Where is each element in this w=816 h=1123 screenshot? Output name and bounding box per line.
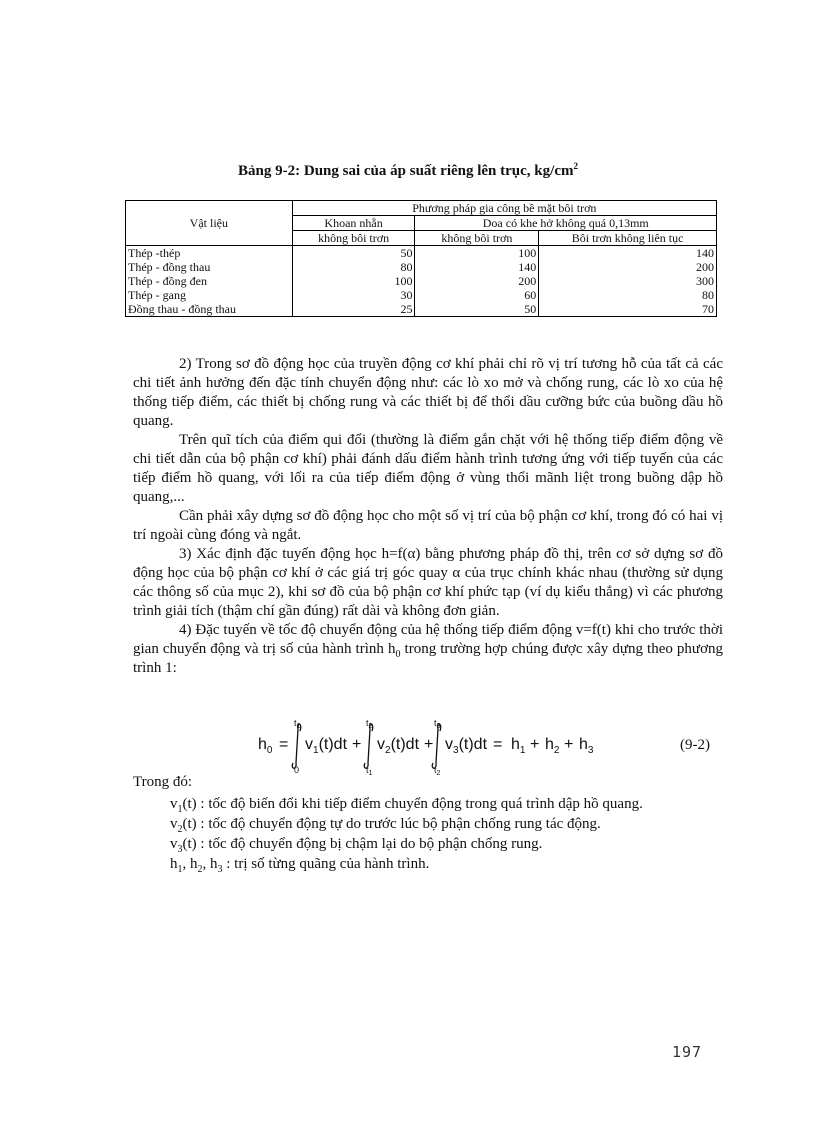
cell-material: Thép - đồng đen [126, 274, 293, 288]
svg-text:+: + [352, 736, 362, 753]
cell-value: 80 [539, 288, 717, 302]
paragraph-locus: Trên quĩ tích của điểm qui đổi (thường là điểm gắn chặt với hệ thống tiếp điểm động về chi tiết dẫn của bộ phận cơ khí) phải đánh dấu điểm hành trình tương ứng với tiếp tuyến của các tiếp điểm hồ quang, với lối ra của tiếp điểm động ở vùng thổi mãnh liệt trong buồng dập hồ quang,... [133, 432, 723, 505]
svg-text:=: = [493, 736, 503, 753]
paragraph-3: 3) Xác định đặc tuyến động học h=f(α) bằng phương pháp đồ thị, trên cơ sở dựng sơ đồ động học của bộ phận cơ khí ở các giá trị góc quay α của trục chính khác nhau (thường sử dụng các thông số của mục 2), khi sơ đồ của bộ phận cơ khí phức tạp (ví dụ kiểu thẳng) vì các phương trình giải tích (thậm chí gần đúng) rất dài và không đơn giản. [133, 546, 723, 619]
eq-v3: $v_3(t)dt$ [445, 736, 488, 756]
header-doa-sub1: không bôi trơn [415, 231, 539, 246]
table-row [126, 288, 717, 302]
cell-value: 100 [415, 246, 539, 261]
body-text [133, 355, 723, 678]
eq-h1: $h_1$ [511, 736, 526, 756]
eq-v2: $v_2(t)dt$ [377, 736, 420, 756]
eq-equals: = [279, 736, 289, 753]
cell-value: 30 [292, 288, 415, 302]
cell-value: 70 [539, 302, 717, 317]
table-row [126, 246, 717, 261]
header-khoan: Khoan nhẵn [292, 216, 415, 231]
cell-value: 100 [292, 274, 415, 288]
svg-text:+: + [530, 736, 540, 753]
definitions-list [170, 794, 643, 874]
cell-material: Thép -thép [126, 246, 293, 261]
page-number: 197 [672, 1043, 703, 1061]
integral-sign-2 [364, 724, 373, 768]
cell-material: Đồng thau - đồng thau [126, 302, 293, 317]
header-method: Phương pháp gia công bề mặt bôi trơn [292, 201, 716, 216]
cell-value: 80 [292, 260, 415, 274]
table-row [126, 302, 717, 317]
spec-table [125, 200, 717, 317]
paragraph-4: 4) Đặc tuyến về tốc độ chuyển động của hệ thống tiếp điểm động v=f(t) khi cho trước thời gian chuyển động và trị số của hành trình $h_0$ trong trường hợp chúng được xây dựng theo phương trình 1: [133, 622, 723, 676]
table-row [126, 274, 717, 288]
integral-sign-1 [292, 724, 301, 768]
eq-h0: $h_0$ [258, 736, 273, 756]
eq-h2: $h_2$ [545, 736, 560, 756]
eq-h3: $h_3$ [579, 736, 594, 756]
header-material: Vật liệu [126, 201, 293, 246]
cell-material: Thép - đồng thau [126, 260, 293, 274]
table-caption: Bảng 9-2: Dung sai của áp suất riêng lên trục, $kg/cm^2$ [238, 161, 578, 179]
definition-v2: $v_2(t)$ : tốc độ chuyển động tự do trước lúc bộ phận chống rung tác động. [170, 816, 601, 835]
svg-text:t3: $t_3$ [434, 718, 441, 730]
cell-value: 300 [539, 274, 717, 288]
paragraph-2: 2) Trong sơ đồ động học của truyền động cơ khí phải chỉ rõ vị trí tương hỗ của tất cả các chi tiết ảnh hưởng đến đặc tính chuyển động như: các lò xo mở và chống rung, các lò xo của hệ thống tiếp điểm, các thiết bị chống rung và các thiết bị để thổi dầu cưỡng bức của buồng dầu hồ quang. [133, 356, 723, 429]
svg-text:t1: $t_1$ [366, 765, 373, 775]
table-row [126, 260, 717, 274]
definitions-intro: Trong đó: [133, 774, 193, 790]
svg-text:t2: $t_2$ [434, 765, 441, 775]
definition-h: $h_1$, $h_2$, $h_3$ : trị số từng quãng của hành trình. [170, 856, 430, 875]
svg-text:+: + [424, 736, 434, 753]
cell-value: 50 [415, 302, 539, 317]
cell-value: 200 [539, 260, 717, 274]
definition-v3: $v_3(t)$ : tốc độ chuyển động bị chậm lại do bộ phận chống rung. [170, 836, 543, 855]
cell-value: 140 [415, 260, 539, 274]
header-doa: Doa có khe hở không quá 0,13mm [415, 216, 717, 231]
cell-material: Thép - gang [126, 288, 293, 302]
svg-text:t2: $t_2$ [366, 718, 373, 730]
eq-v1: $v_1(t)dt$ [305, 736, 348, 756]
cell-value: 140 [539, 246, 717, 261]
paragraph-kinematic: Cần phải xây dựng sơ đồ động học cho một số vị trí của bộ phận cơ khí, trong đó có hai vị trí ngoài cùng đóng và ngắt. [133, 508, 723, 543]
cell-value: 25 [292, 302, 415, 317]
svg-text:+: + [564, 736, 574, 753]
svg-text:0: 0 [294, 765, 300, 775]
header-khoan-sub: không bôi trơn [292, 231, 415, 246]
header-doa-sub2: Bôi trơn không liên tục [539, 231, 717, 246]
cell-value: 60 [415, 288, 539, 302]
definition-v1: $v_1(t)$ : tốc độ biến đổi khi tiếp điểm chuyển động trong quá trình dập hồ quang. [170, 796, 643, 815]
integral-sign-3 [432, 724, 441, 768]
cell-value: 50 [292, 246, 415, 261]
cell-value: 200 [415, 274, 539, 288]
svg-text:t1: $t_1$ [294, 718, 301, 730]
equation-number: (9-2) [680, 737, 710, 753]
